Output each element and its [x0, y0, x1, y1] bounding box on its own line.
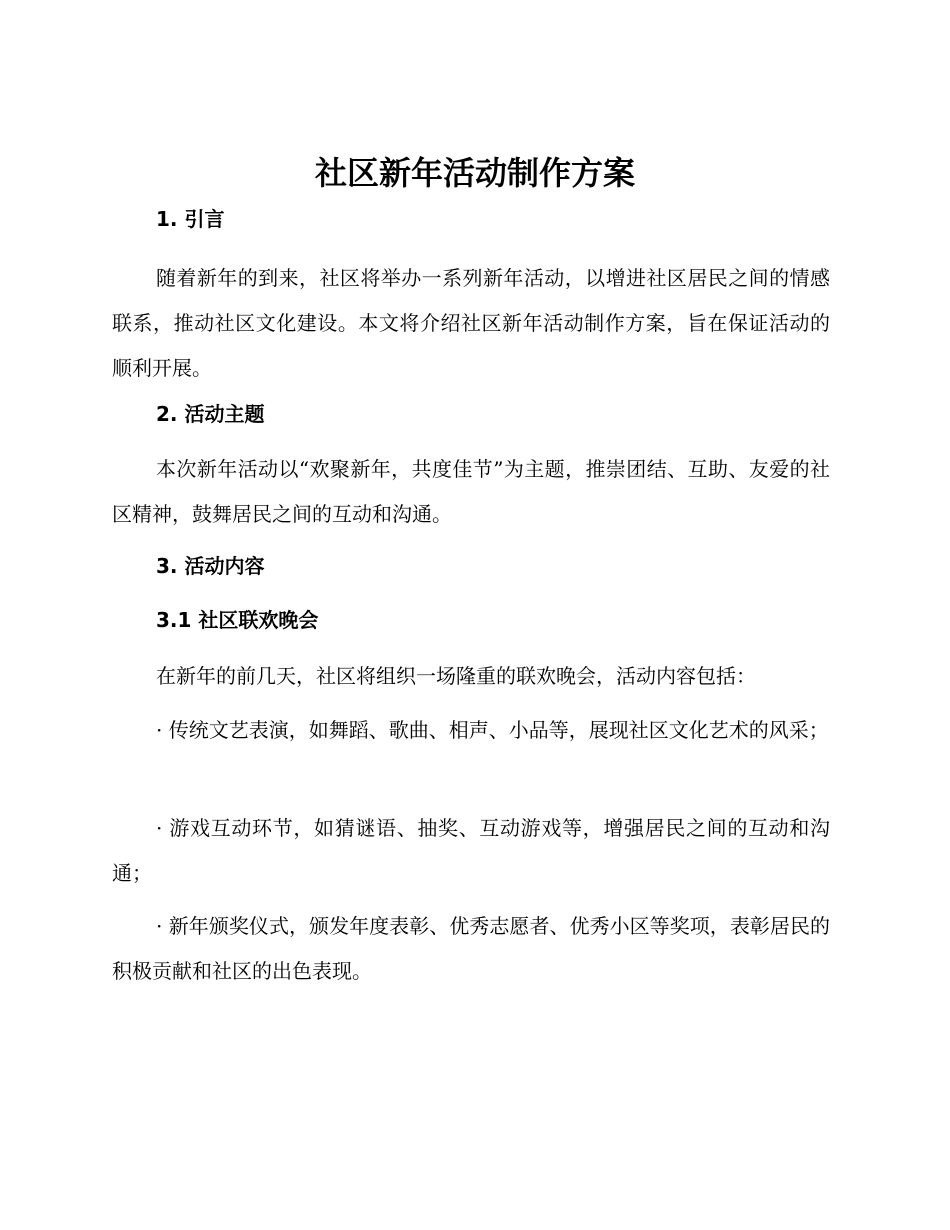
document-title: 社区新年活动制作方案 [314, 154, 635, 192]
paragraph-theme: 本次新年活动以“欢聚新年，共度佳节”为主题，推崇团结、互助、友爱的社区精神，鼓舞居民之间的互动和沟通。 [112, 457, 830, 526]
paragraph-gala-intro: 在新年的前几天，社区将组织一场隆重的联欢晚会，活动内容包括： [156, 664, 756, 688]
list-item-games: · 游戏互动环节，如猜谜语、抽奖、互动游戏等，增强居民之间的互动和沟通； [112, 816, 830, 885]
list-item-awards: · 新年颁奖仪式，颁发年度表彰、优秀志愿者、优秀小区等奖项，表彰居民的积极贡献和社区的出色表现。 [112, 914, 830, 983]
section-heading-introduction: 1. 引言 [156, 207, 225, 231]
list-item-performances: · 传统文艺表演，如舞蹈、歌曲、相声、小品等，展现社区文化艺术的风采； [156, 718, 829, 742]
section-heading-content: 3. 活动内容 [156, 554, 265, 578]
section-heading-theme: 2. 活动主题 [156, 402, 265, 426]
section-heading-gala: 3.1 社区联欢晚会 [156, 608, 319, 632]
paragraph-introduction: 随着新年的到来，社区将举办一系列新年活动，以增进社区居民之间的情感联系，推动社区文化建设。本文将介绍社区新年活动制作方案，旨在保证活动的顺利开展。 [112, 266, 830, 380]
